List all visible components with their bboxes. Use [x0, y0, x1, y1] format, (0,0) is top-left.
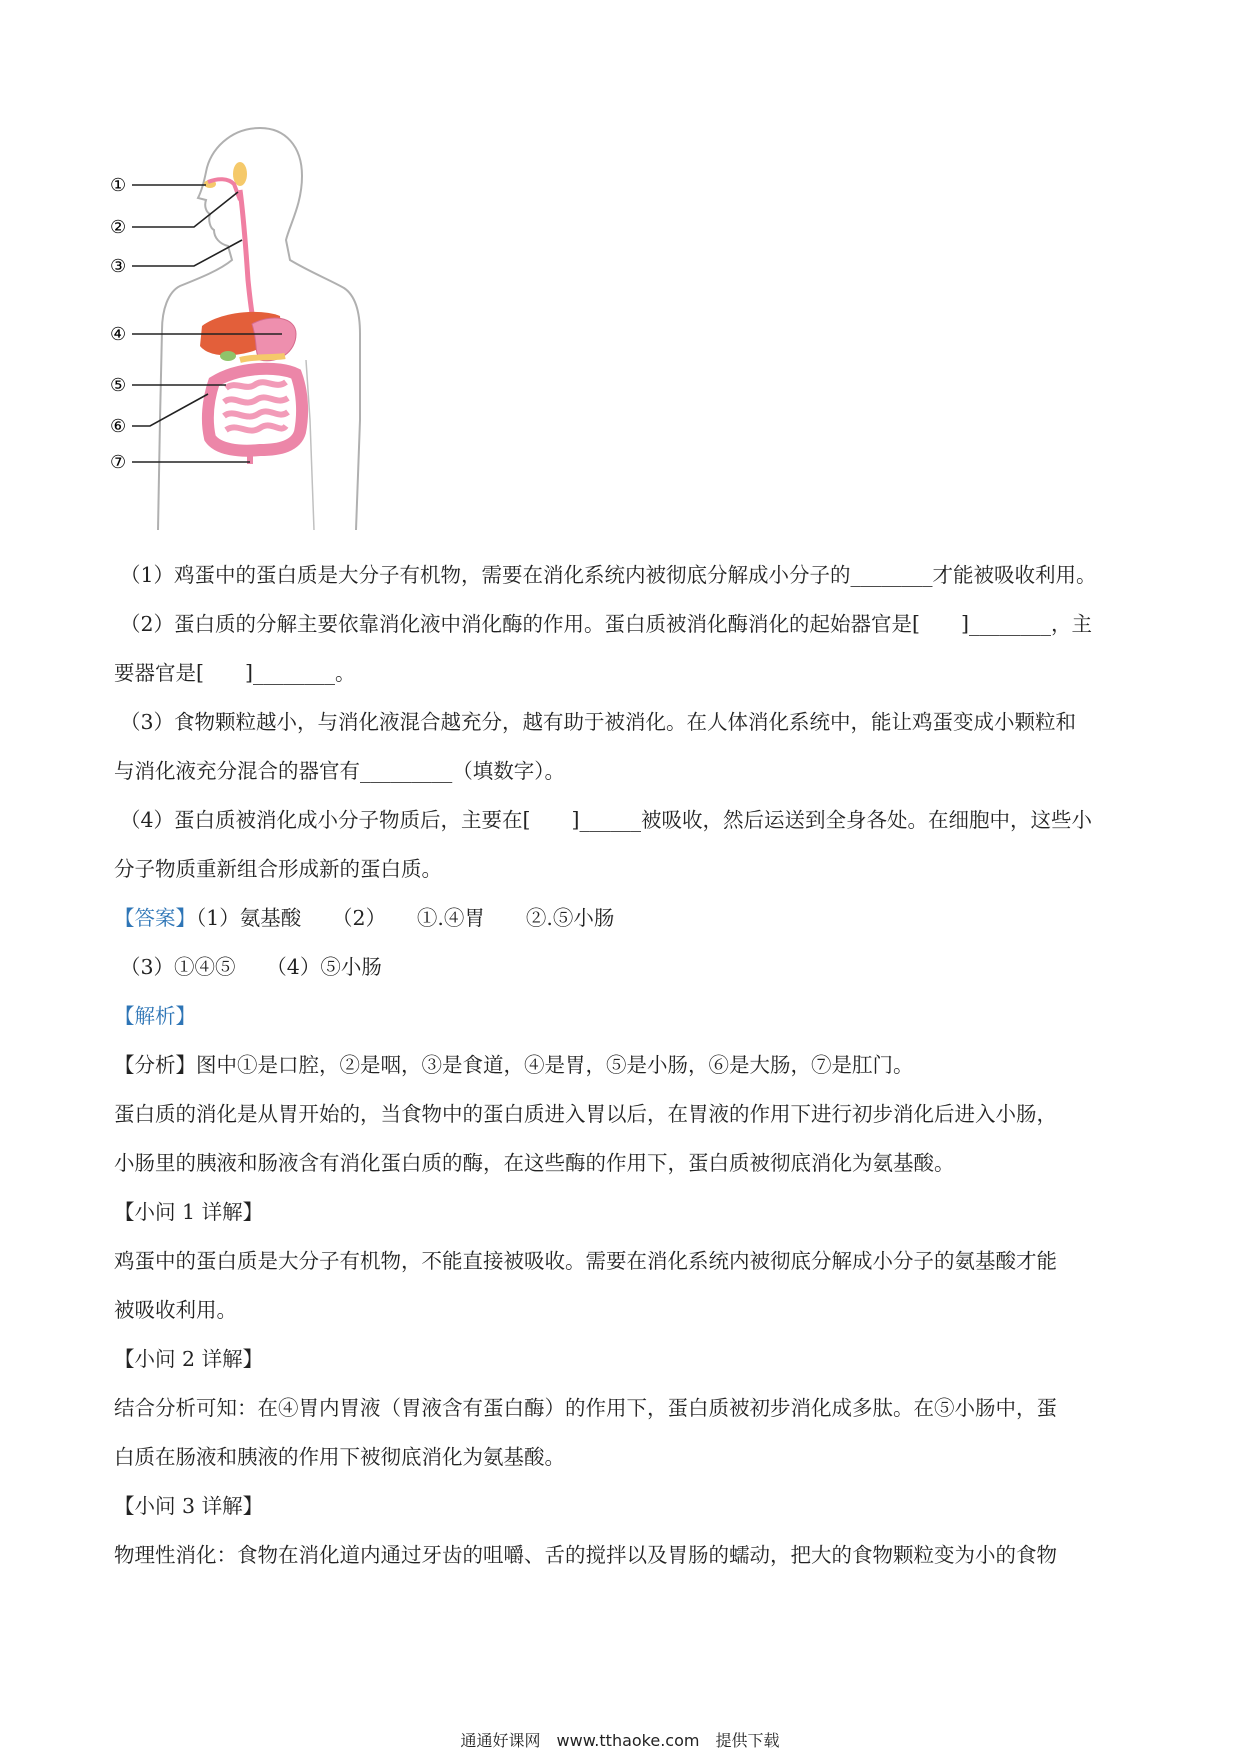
subquestion-2-line-2: 白质在肠液和胰液的作用下被彻底消化为氨基酸。 — [114, 1445, 565, 1469]
answer-line-2: （3）①④⑤ （4）⑤小肠 — [120, 955, 382, 979]
page-footer: 通通好课网 www.tthaoke.com 提供下载 — [460, 1731, 780, 1750]
question-4-line-2: 分子物质重新组合形成新的蛋白质。 — [114, 857, 442, 881]
question-3-line-2: 与消化液充分混合的器官有_________（填数字）。 — [114, 759, 565, 783]
label-1: ① — [110, 175, 127, 196]
label-6: ⑥ — [110, 416, 127, 437]
subquestion-1-heading: 【小问 1 详解】 — [114, 1200, 264, 1224]
large-intestine — [208, 369, 302, 451]
answer-text-1: （1）氨基酸 （2） ①.④胃 ②.⑤小肠 — [196, 906, 615, 930]
subquestion-1-line-1: 鸡蛋中的蛋白质是大分子有机物，不能直接被吸收。需要在消化系统内被彻底分解成小分子的氨基酸才能 — [114, 1249, 1057, 1273]
question-2-line-2: 要器官是[ ]________。 — [114, 661, 356, 685]
question-2-line-1: （2）蛋白质的分解主要依靠消化液中消化酶的作用。蛋白质被消化酶消化的起始器官是[ ]________，主 — [120, 612, 1093, 636]
analysis-tag: 【解析】 — [114, 1004, 196, 1028]
label-5: ⑤ — [110, 375, 127, 396]
gallbladder — [220, 351, 236, 361]
question-1: （1）鸡蛋中的蛋白质是大分子有机物，需要在消化系统内被彻底分解成小分子的________才能被吸收利用。 — [120, 563, 1097, 587]
analysis-summary: 【分析】图中①是口腔，②是咽，③是食道，④是胃，⑤是小肠，⑥是大肠，⑦是肛门。 — [114, 1053, 914, 1077]
label-4: ④ — [110, 324, 127, 345]
label-3: ③ — [110, 256, 127, 277]
pancreas — [240, 356, 285, 360]
esophagus — [240, 190, 254, 325]
subquestion-2-line-1: 结合分析可知：在④胃内胃液（胃液含有蛋白酶）的作用下，蛋白质被初步消化成多肽。在⑤小肠中，蛋 — [114, 1396, 1057, 1420]
subquestion-2-heading: 【小问 2 详解】 — [114, 1347, 264, 1371]
subquestion-3-line-1: 物理性消化：食物在消化道内通过牙齿的咀嚼、舌的搅拌以及胃肠的蠕动，把大的食物颗粒变为小的食物 — [114, 1543, 1057, 1567]
small-intestine — [224, 382, 288, 431]
label-7: ⑦ — [110, 452, 127, 473]
analysis-p2-line-2: 小肠里的胰液和肠液含有消化蛋白质的酶，在这些酶的作用下，蛋白质被彻底消化为氨基酸。 — [114, 1151, 955, 1175]
answer-line-1 — [114, 903, 1134, 933]
subquestion-1-line-2: 被吸收利用。 — [114, 1298, 237, 1322]
arm-line — [306, 360, 314, 530]
question-3-line-1: （3）食物颗粒越小，与消化液混合越充分，越有助于被消化。在人体消化系统中，能让鸡蛋变成小颗粒和 — [120, 710, 1077, 734]
label-2: ② — [110, 217, 127, 238]
digestive-system-diagram — [110, 120, 410, 530]
digestive-system-figure — [110, 120, 410, 530]
analysis-p2-line-1: 蛋白质的消化是从胃开始的，当食物中的蛋白质进入胃以后，在胃液的作用下进行初步消化后进入小肠， — [114, 1102, 1057, 1126]
answer-tag: 【答案】 — [114, 906, 196, 930]
question-4-line-1: （4）蛋白质被消化成小分子物质后，主要在[ ]______被吸收，然后运送到全身各处。在细胞中，这些小 — [120, 808, 1093, 832]
subquestion-3-heading: 【小问 3 详解】 — [114, 1494, 264, 1518]
